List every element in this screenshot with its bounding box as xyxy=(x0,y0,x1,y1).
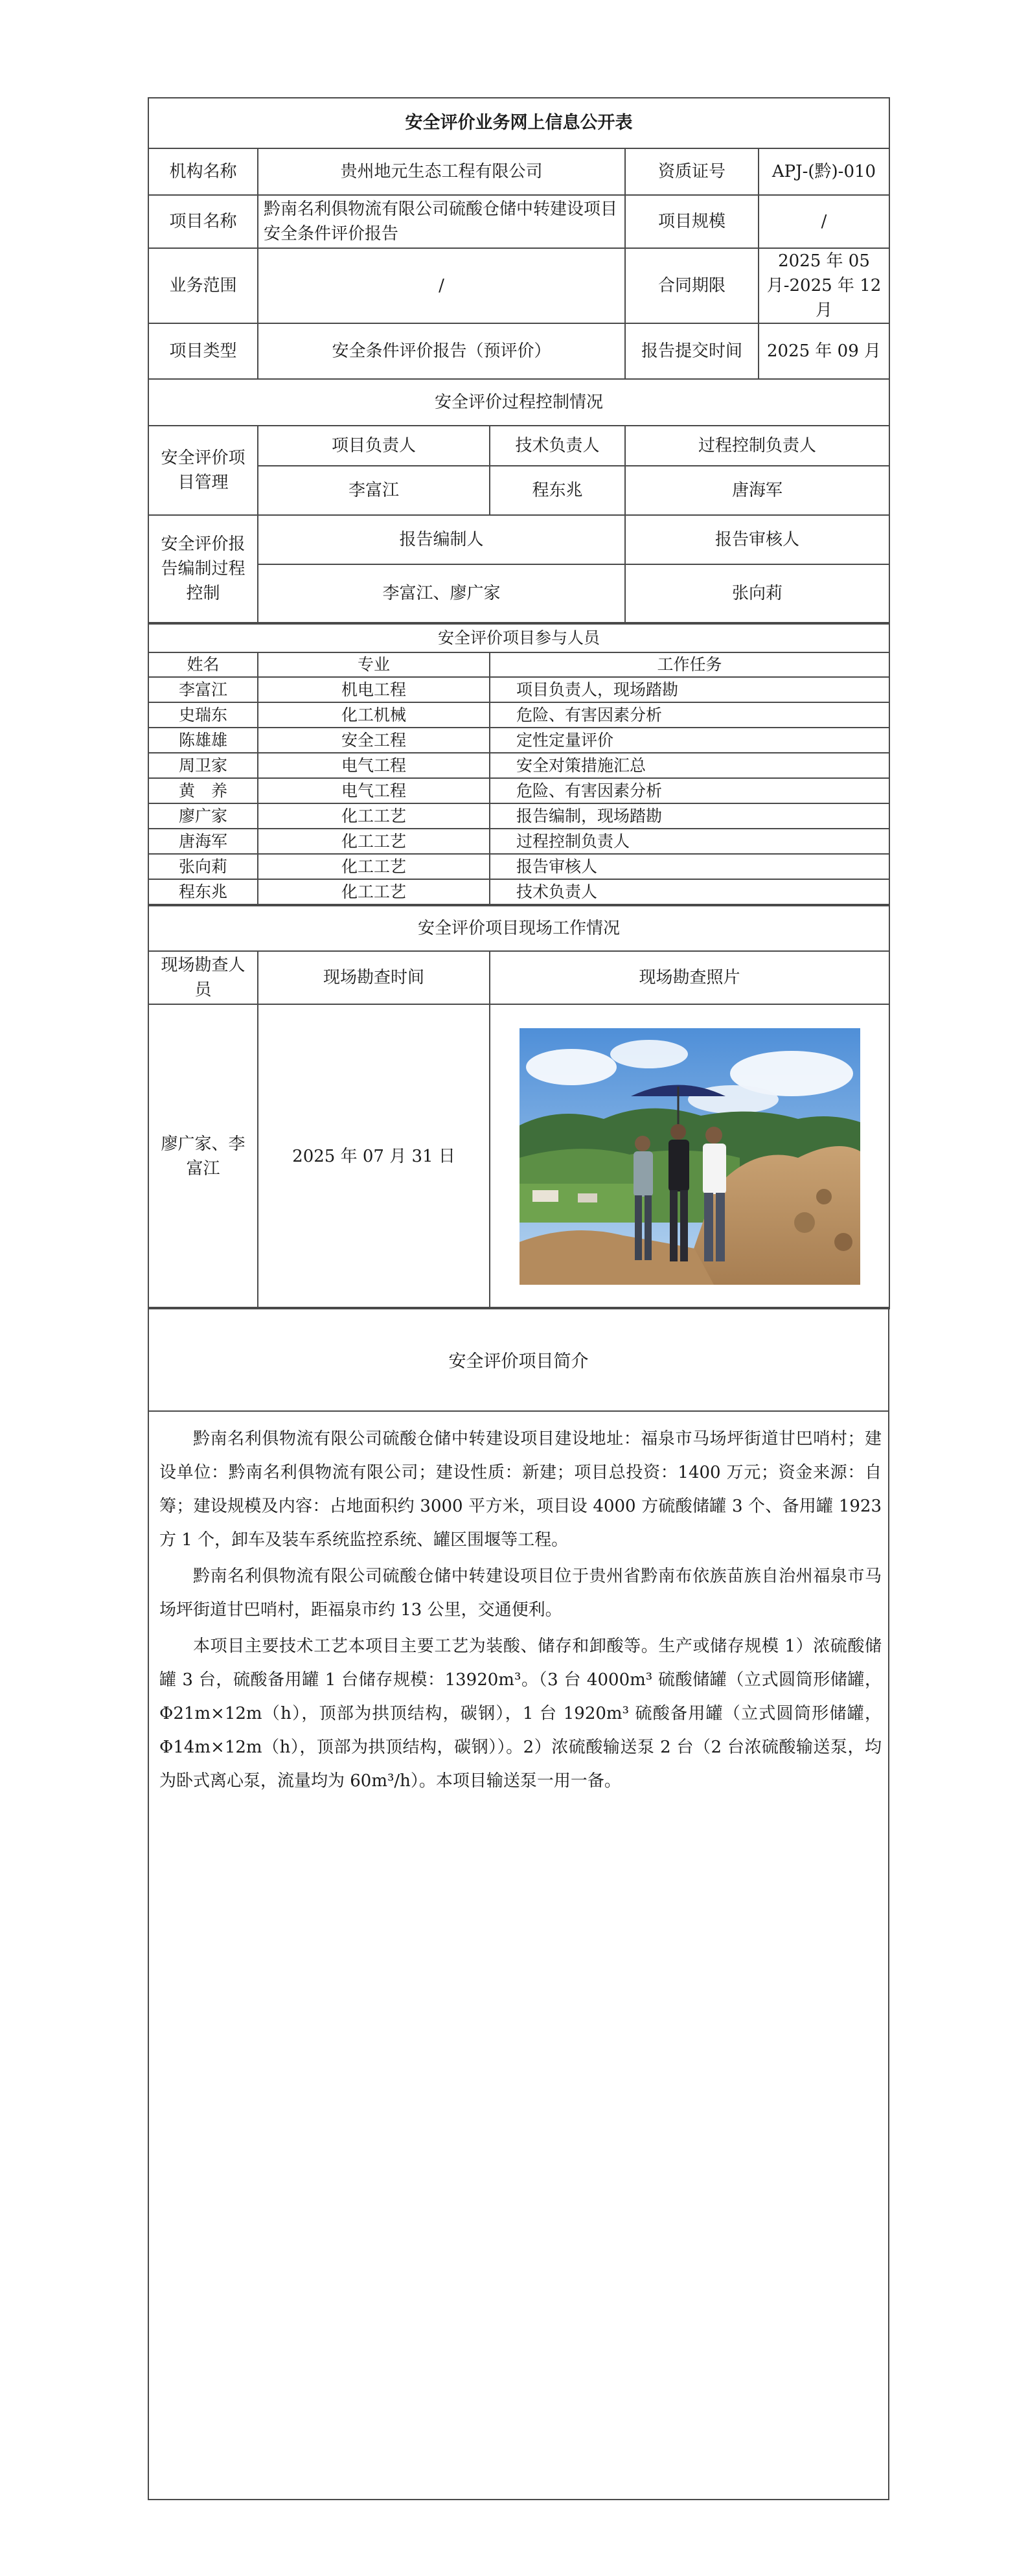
participant-name: 李富江 xyxy=(148,677,258,702)
participant-task: 过程控制负责人 xyxy=(490,829,889,854)
participant-name: 黄 养 xyxy=(148,778,258,803)
business-scope-label: 业务范围 xyxy=(148,248,258,323)
participant-name: 唐海军 xyxy=(148,829,258,854)
intro-paragraph: 黔南名利俱物流有限公司硫酸仓储中转建设项目位于贵州省黔南布依族苗族自治州福泉市马场坪街道甘巴哨村，距福泉市约 13 公里，交通便利。 xyxy=(159,1567,882,1620)
project-intro-section xyxy=(148,1307,889,2500)
column-header-major: 专业 xyxy=(258,652,490,677)
table-row xyxy=(148,778,889,803)
participant-name: 史瑞东 xyxy=(148,702,258,728)
participant-major: 化工工艺 xyxy=(258,854,490,879)
site-inspection-photo xyxy=(520,1028,860,1285)
project-intro-title: 安全评价项目简介 xyxy=(149,1308,888,1412)
table-row xyxy=(148,829,889,854)
project-type-value: 安全条件评价报告（预评价） xyxy=(258,323,625,379)
participant-task: 项目负责人，现场踏勘 xyxy=(490,677,889,702)
participant-task: 安全对策措施汇总 xyxy=(490,753,889,778)
table-row xyxy=(148,702,889,728)
tech-leader-value: 程东兆 xyxy=(490,466,625,515)
participants-title: 安全评价项目参与人员 xyxy=(148,624,889,652)
participant-task: 危险、有害因素分析 xyxy=(490,778,889,803)
participant-major: 化工工艺 xyxy=(258,879,490,904)
participant-major: 化工机械 xyxy=(258,702,490,728)
project-name-value: 黔南名利俱物流有限公司硫酸仓储中转建设项目安全条件评价报告 xyxy=(258,195,625,248)
business-scope-value: / xyxy=(258,248,625,323)
cert-label: 资质证号 xyxy=(625,148,759,195)
project-scale-value: / xyxy=(759,195,889,248)
tech-leader-label: 技术负责人 xyxy=(490,426,625,466)
intro-paragraph: 黔南名利俱物流有限公司硫酸仓储中转建设项目建设地址：福泉市马场坪街道甘巴哨村；建设单位：黔南名利俱物流有限公司；建设性质：新建；项目总投资：1400 万元；资金来源：自筹；建设规模及内容：占地面积约 3000 平方米，项目设 4000 方硫酸储罐 3 个、备用罐 1923 方 1 个，卸车及装车系统监控系统、罐区围堰等工程。 xyxy=(159,1429,882,1550)
project-leader-value: 李富江 xyxy=(258,466,490,515)
process-control-leader-value: 唐海军 xyxy=(625,466,889,515)
participant-major: 化工工艺 xyxy=(258,803,490,829)
cert-value: APJ-(黔)-010 xyxy=(759,148,889,195)
column-header-name: 姓名 xyxy=(148,652,258,677)
participant-name: 陈雄雄 xyxy=(148,728,258,753)
site-photo-label: 现场勘查照片 xyxy=(490,951,889,1004)
project-management-label: 安全评价项目管理 xyxy=(148,426,258,515)
org-value: 贵州地元生态工程有限公司 xyxy=(258,148,625,195)
site-staff-label: 现场勘查人员 xyxy=(148,951,258,1004)
site-photo xyxy=(490,1004,889,1309)
table-row xyxy=(148,677,889,702)
participant-name: 程东兆 xyxy=(148,879,258,904)
submit-time-value: 2025 年 09 月 xyxy=(759,323,889,379)
participant-major: 化工工艺 xyxy=(258,829,490,854)
participant-major: 电气工程 xyxy=(258,778,490,803)
participant-task: 危险、有害因素分析 xyxy=(490,702,889,728)
project-intro-body xyxy=(149,1412,888,1798)
table-row xyxy=(148,854,889,879)
participant-name: 张向莉 xyxy=(148,854,258,879)
process-control-leader-label: 过程控制负责人 xyxy=(625,426,889,466)
report-reviewer-label: 报告审核人 xyxy=(625,515,889,564)
site-staff-value: 廖广家、李富江 xyxy=(148,1004,258,1309)
intro-paragraph: 本项目主要技术工艺本项目主要工艺为装酸、储存和卸酸等。生产或储存规模 1）浓硫酸储罐 3 台，硫酸备用罐 1 台储存规模：13920m³。（3 台 4000m³ 硫酸储罐（立式圆筒形储罐，Φ21m×12m（h），顶部为拱顶结构，碳钢），1 台 1920m³ 硫酸备用罐（立式圆筒形储罐，Φ14m×12m（h），顶部为拱顶结构，碳钢））。2）浓硫酸输送泵 2 台（2 台浓硫酸输送泵，均为卧式离心泵，流量均为 60m³/h）。本项目输送泵一用一备。 xyxy=(159,1637,882,1791)
site-time-value: 2025 年 07 月 31 日 xyxy=(258,1004,490,1309)
project-name-label: 项目名称 xyxy=(148,195,258,248)
site-work-table xyxy=(148,905,890,1309)
report-author-value: 李富江、廖广家 xyxy=(258,564,625,623)
table-row xyxy=(148,879,889,904)
participant-task: 定性定量评价 xyxy=(490,728,889,753)
participant-major: 机电工程 xyxy=(258,677,490,702)
participant-name: 廖广家 xyxy=(148,803,258,829)
site-work-title: 安全评价项目现场工作情况 xyxy=(148,906,889,951)
org-label: 机构名称 xyxy=(148,148,258,195)
info-disclosure-table xyxy=(148,97,889,1309)
participant-major: 电气工程 xyxy=(258,753,490,778)
participant-task: 报告审核人 xyxy=(490,854,889,879)
project-type-label: 项目类型 xyxy=(148,323,258,379)
table-row xyxy=(148,728,889,753)
report-author-label: 报告编制人 xyxy=(258,515,625,564)
contract-period-label: 合同期限 xyxy=(625,248,759,323)
site-time-label: 现场勘查时间 xyxy=(258,951,490,1004)
project-leader-label: 项目负责人 xyxy=(258,426,490,466)
process-control-title: 安全评价过程控制情况 xyxy=(148,379,889,426)
table-title: 安全评价业务网上信息公开表 xyxy=(148,98,889,148)
participant-task: 报告编制，现场踏勘 xyxy=(490,803,889,829)
table-row xyxy=(148,803,889,829)
report-process-label: 安全评价报告编制过程控制 xyxy=(148,515,258,623)
report-reviewer-value: 张向莉 xyxy=(625,564,889,623)
project-scale-label: 项目规模 xyxy=(625,195,759,248)
participant-name: 周卫家 xyxy=(148,753,258,778)
submit-time-label: 报告提交时间 xyxy=(625,323,759,379)
participant-major: 安全工程 xyxy=(258,728,490,753)
table-row xyxy=(148,753,889,778)
participants-table xyxy=(148,623,890,905)
column-header-task: 工作任务 xyxy=(490,652,889,677)
contract-period-value: 2025 年 05 月-2025 年 12 月 xyxy=(759,248,889,323)
participant-task: 技术负责人 xyxy=(490,879,889,904)
